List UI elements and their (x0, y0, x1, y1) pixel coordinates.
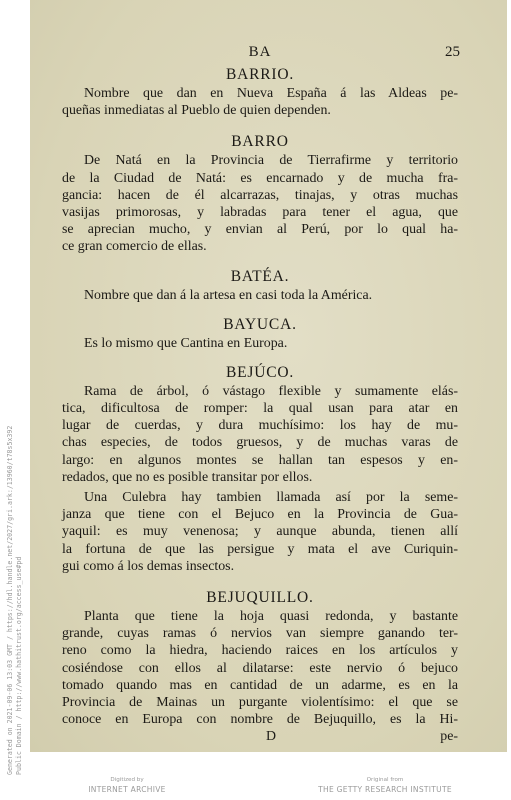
entry-headword: BEJÚCO. (225, 363, 295, 381)
text-line: tomado quando mas en cantidad de un adarme, es en la (62, 677, 458, 693)
text-line: vasijas primorosas, y labradas para tener el agua, que (62, 204, 458, 220)
entry-headword: BEJUQUILLO. (206, 588, 314, 606)
provenance-stamp (6, 426, 23, 775)
public-domain-line: Public Domain / http://www.hathitrust.org/access_use#pd (14, 556, 23, 775)
text-line: gui como á los demas insectos. (62, 558, 235, 574)
entry-headword: BARRIO. (225, 66, 295, 83)
dictionary-entry (62, 268, 458, 304)
hathitrust-sidebar (0, 0, 30, 775)
text-line: chas especies, de todos gruesos, y de muchas varas de (62, 435, 458, 451)
text-line: se aprecian mucho, y envian al Perú, por lo qual ha- (62, 222, 458, 238)
text-line: janza que tiene con el Bejuco en la Provincia de Gua- (62, 507, 458, 523)
entry-definition (62, 383, 458, 575)
entry-definition (62, 335, 458, 352)
page-number: 25 (445, 44, 460, 60)
running-header (62, 44, 458, 66)
signature-mark: D (266, 729, 277, 745)
text-line: Rama de árbol, ó vástago flexible y sumamente elás- (84, 383, 458, 399)
text-line: yaquil: es muy venenosa; y aunque abunda, tienen allí (62, 524, 458, 540)
dictionary-entry (62, 316, 458, 352)
entry-definition (62, 85, 458, 119)
entry-definition (62, 152, 458, 255)
text-line: Planta que tiene la hoja quasi redonda, y bastante (84, 608, 458, 624)
text-line: queñas inmediatas al Pueblo de quien dependen. (62, 103, 331, 119)
entry-definition (62, 287, 458, 304)
text-line: redados, que no es posible transitar por ellos. (62, 469, 313, 485)
text-line: reno como la hiedra, haciendo raices en los artículos y (62, 643, 458, 659)
dictionary-entry (62, 133, 458, 255)
text-line: lugar de cuerdas, y dura muchísimo: los hay de mu- (62, 418, 458, 434)
text-line: gancia: hacen de él alcarrazas, tinajas, y otras muchas (62, 187, 458, 203)
text-line: conoce en Europa con nombre de Bejuquillo, es la Hi- (62, 712, 458, 728)
source-institution-name: THE GETTY RESEARCH INSTITUTE (318, 785, 452, 794)
text-line: largo: en algunos montes se hallan tan espesos y en- (62, 452, 458, 468)
text-line: Provincia de Mainas un purgante violentísimo: el que se (62, 694, 458, 710)
dictionary-entry (62, 589, 458, 728)
dictionary-entry (62, 66, 458, 119)
text-line: de la Ciudad de Natá: es encarnado y de mucha fra- (62, 170, 458, 186)
text-line: cosiéndose con ellos al dilatarse: este nervio ó bejuco (62, 660, 458, 676)
text-line: Es lo mismo que Cantina en Europa. (84, 335, 288, 351)
catchword: pe- (440, 729, 458, 745)
generated-line: Generated on 2021-09-06 13:03 GMT / https://hdl.handle.net/2027/gri.ark:/13960/t78s5x392 (6, 425, 14, 775)
text-line: la fortuna de que las persigue y mata el ave Curiquin- (62, 541, 458, 557)
text-line: tica, dificultosa de romper: la qual usan para atar en (62, 401, 458, 417)
page-footer (62, 728, 458, 745)
entry-headword: BATÉA. (230, 267, 290, 285)
entry-headword: BAYUCA. (223, 315, 297, 333)
text-line: Nombre que dan en Nueva España á las Aldeas pe- (84, 86, 458, 101)
text-line: grande, cuyas ramas ó nervios van siempre ganando ter- (62, 626, 458, 642)
running-head: BA (248, 44, 272, 60)
text-line: ce gran comercio de ellas. (62, 239, 207, 255)
digitization-credits (0, 776, 511, 800)
digitizer-name: INTERNET ARCHIVE (88, 785, 166, 794)
dictionary-entry (62, 364, 458, 575)
original-source-credit (300, 776, 470, 795)
entry-headword: BARRO (231, 133, 289, 151)
text-line: Nombre que dan á la artesa en casi toda la América. (84, 287, 373, 303)
text-line: Una Culebra hay tambien llamada así por la seme- (84, 490, 458, 505)
original-from-label: Original from (366, 777, 404, 783)
entry-definition (62, 608, 458, 728)
digitizer-credit (62, 776, 192, 795)
digitized-by-label: Digitized by (110, 777, 144, 783)
text-line: De Natá en la Provincia de Tierrafirme y territorio (84, 153, 458, 169)
page-content (62, 44, 458, 745)
